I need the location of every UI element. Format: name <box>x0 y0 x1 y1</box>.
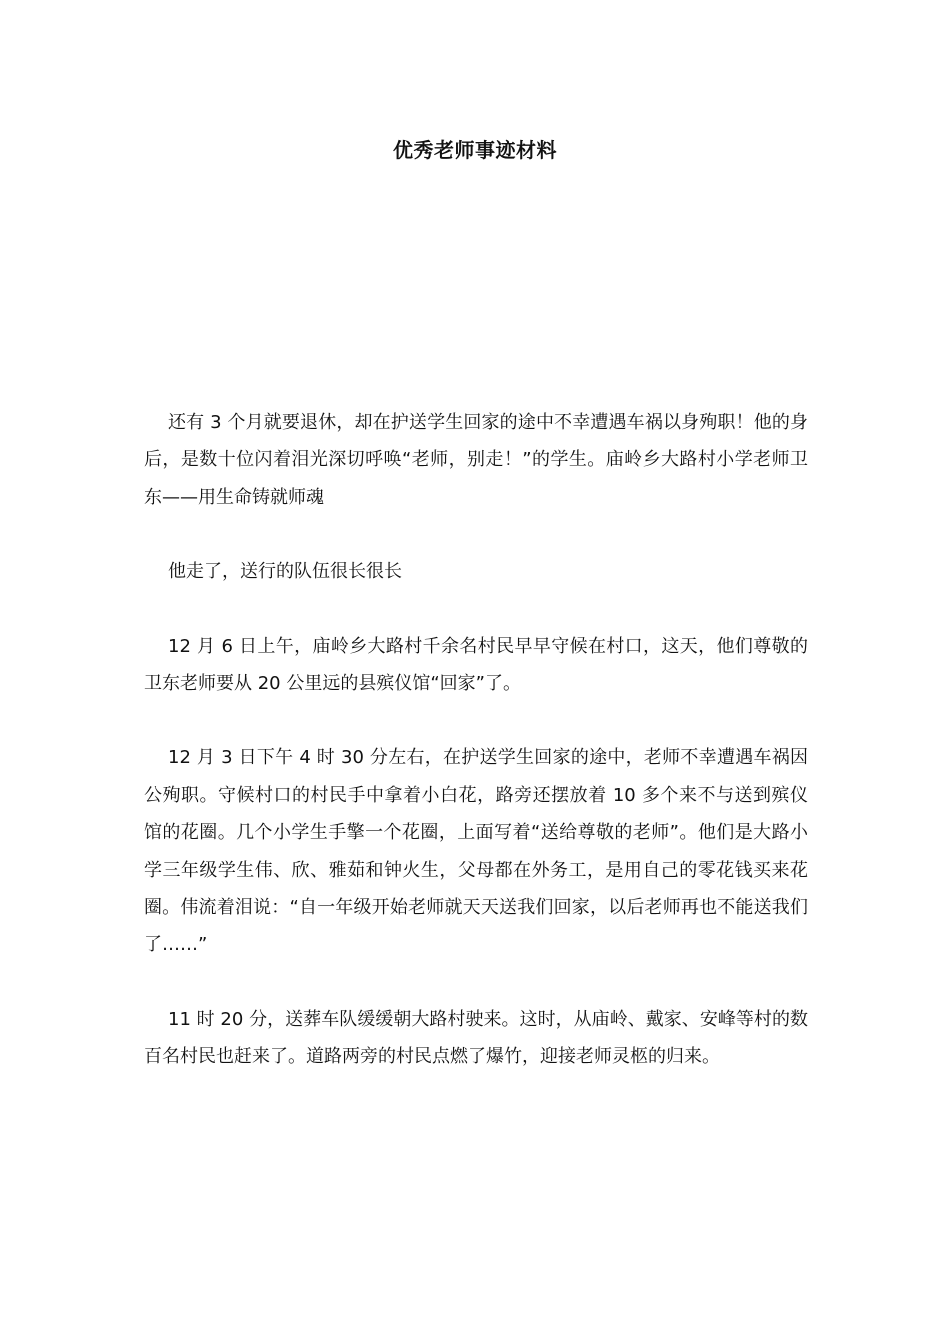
paragraph-intro: 还有 3 个月就要退休，却在护送学生回家的途中不幸遭遇车祸以身殉职！他的身后，是数十位闪着泪光深切呼唤“老师，别走！”的学生。庙岭乡大路村小学老师卫东——用生命铸就师魂 <box>144 412 808 508</box>
paragraph-dec-3: 12 月 3 日下午 4 时 30 分左右，在护送学生回家的途中，老师不幸遭遇车祸因公殉职。守候村口的村民手中拿着小白花，路旁还摆放着 10 多个来不与送到殡仪馆的花圈。几个小学生手擎一个花圈，上面写着“送给尊敬的老师”。他们是大路小学三年级学生伟、欣、雅茹和钟火生，父母都在外务工，是用自己的零花钱买来花圈。伟流着泪说：“自一年级开始老师就天天送我们回家，以后老师再也不能送我们了……” <box>144 747 808 956</box>
paragraph-subheading: 他走了，送行的队伍很长很长 <box>168 561 402 583</box>
document-title: 优秀老师事迹材料 <box>393 138 557 162</box>
document-body <box>144 404 808 1076</box>
paragraph-funeral-procession: 11 时 20 分，送葬车队缓缓朝大路村驶来。这时，从庙岭、戴家、安峰等村的数百名村民也赶来了。道路两旁的村民点燃了爆竹，迎接老师灵柩的归来。 <box>144 1008 808 1068</box>
paragraph-dec-6: 12 月 6 日上午，庙岭乡大路村千余名村民早早守候在村口，这天，他们尊敬的卫东老师要从 20 公里远的县殡仪馆“回家”了。 <box>144 635 808 695</box>
